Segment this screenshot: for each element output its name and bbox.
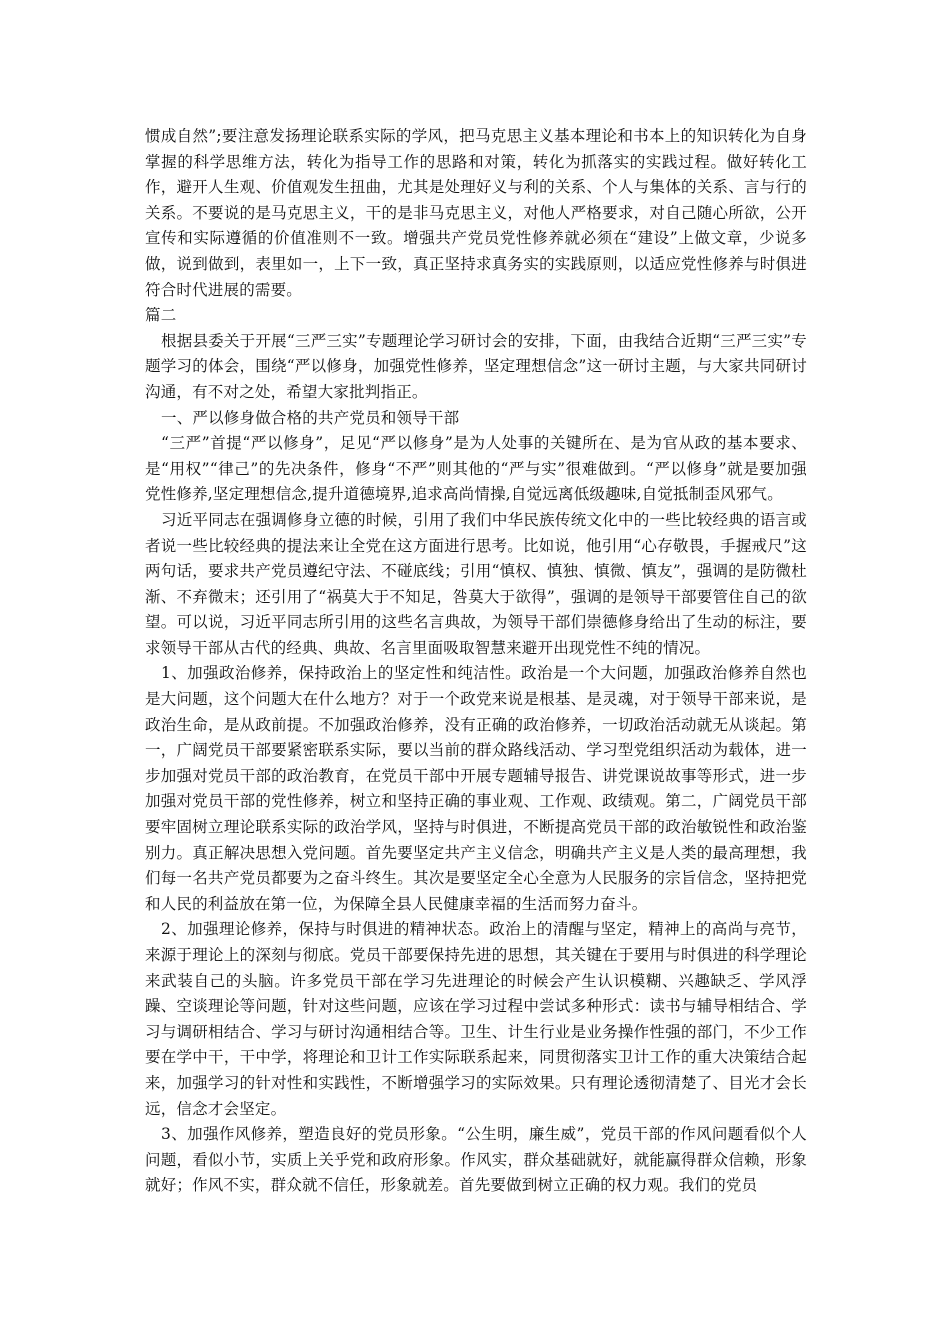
paragraph-intro: 根据县委关于开展“三严三实”专题理论学习研讨会的安排，下面，由我结合近期“三严三实”专题学习的体会，围绕“严以修身，加强党性修养，坚定理想信念”这一研讨主题，与大家共同研讨沟通，有不对之处，希望大家批判指正。 (145, 331, 807, 401)
paragraph-political: 1、加强政治修养，保持政治上的坚定性和纯洁性。政治是一个大问题，加强政治修养自然也是大问题，这个问题大在什么地方？对于一个政党来说是根基、是灵魂，对于领导干部来说，是政治生命，是从政前提。不加强政治修养，没有正确的政治修养，一切政治活动就无从谈起。第一，广阔党员干部要紧密联系实际，要以当前的群众路线活动、学习型党组织活动为载体，进一步加强对党员干部的政治教育，在党员干部中开展专题辅导报告、讲党课说故事等形式，进一步加强对党员干部的党性修养，树立和坚持正确的事业观、工作观、政绩观。第二，广阔党员干部要牢固树立理论联系实际的政治学风，坚持与时俱进，不断提高党员干部的政治敏锐性和政治鉴别力。真正解决思想入党问题。首先要坚定共产主义信念，明确共产主义是人类的最高理想，我们每一名共产党员都要为之奋斗终生。其次是要坚定全心全意为人民服务的宗旨信念，坚持把党和人民的利益放在第一位，为保障全县人民健康幸福的生活而努力奋斗。 (145, 664, 807, 913)
paragraph-theory: 2、加强理论修养，保持与时俱进的精神状态。政治上的清醒与坚定，精神上的高尚与亮节，来源于理论上的深刻与彻底。党员干部要保持先进的思想，其关键在于要用与时俱进的科学理论来武装自己的头脑。许多党员干部在学习先进理论的时候会产生认识模糊、兴趣缺乏、学风浮躁、空谈理论等问题，针对这些问题，应该在学习过程中尝试多种形式：读书与辅导相结合、学习与调研相结合、学习与研讨沟通相结合等。卫生、计生行业是业务操作性强的部门，不少工作要在学中干，干中学，将理论和卫计工作实际联系起来，同贯彻落实卫计工作的重大决策结合起来，加强学习的针对性和实践性，不断增强学习的实际效果。只有理论透彻清楚了、目光才会长远，信念才会坚定。 (145, 920, 807, 1118)
section-title: 篇二 (145, 306, 177, 325)
document-page (145, 124, 807, 1199)
section-heading: 一、严以修身做合格的共产党员和领导干部 (161, 408, 460, 427)
paragraph-quotes: 习近平同志在强调修身立德的时候，引用了我们中华民族传统文化中的一些比较经典的语言或者说一些比较经典的提法来让全党在这方面进行思考。比如说，他引用“心存敬畏，手握戒尺”这两句话，要求共产党员遵纪守法、不碰底线；引用“慎权、慎独、慎微、慎友”，强调的是防微杜渐、不弃微末；还引用了“祸莫大于不知足，咎莫大于欲得”，强调的是领导干部要管住自己的欲望。可以说，习近平同志所引用的这些名言典故，为领导干部们崇德修身给出了生动的标注，要求领导干部从古代的经典、典故、名言里面吸取智慧来避开出现党性不纯的情况。 (145, 510, 807, 657)
paragraph-style: 3、加强作风修养，塑造良好的党员形象。“公生明，廉生威”，党员干部的作风问题看似个人问题，看似小节，实质上关乎党和政府形象。作风实，群众基础就好，就能赢得群众信赖，形象就好；作风不实，群众就不信任，形象就差。首先要做到树立正确的权力观。我们的党员 (145, 1125, 807, 1195)
paragraph-three-strict: “三严”首提“严以修身”，足见“严以修身”是为人处事的关键所在、是为官从政的基本要求、是“用权”“律己”的先决条件，修身“不严”则其他的“严与实”很难做到。“严以修身”就是要加强党性修养,坚定理想信念,提升道德境界,追求高尚情操,自觉远离低级趣味,自觉抵制歪风邪气。 (145, 434, 807, 504)
paragraph-continuation: 惯成自然”;要注意发扬理论联系实际的学风，把马克思主义基本理论和书本上的知识转化为自身掌握的科学思维方法，转化为指导工作的思路和对策，转化为抓落实的实践过程。做好转化工作，避开人生观、价值观发生扭曲，尤其是处理好义与利的关系、个人与集体的关系、言与行的关系。不要说的是马克思主义，干的是非马克思主义，对他人严格要求，对自己随心所欲，公开宣传和实际遵循的价值准则不一致。增强共产党员党性修养就必须在“建设”上做文章，少说多做，说到做到，表里如一，上下一致，真正坚持求真务实的实践原则，以适应党性修养与时俱进符合时代进展的需要。 (145, 127, 807, 299)
